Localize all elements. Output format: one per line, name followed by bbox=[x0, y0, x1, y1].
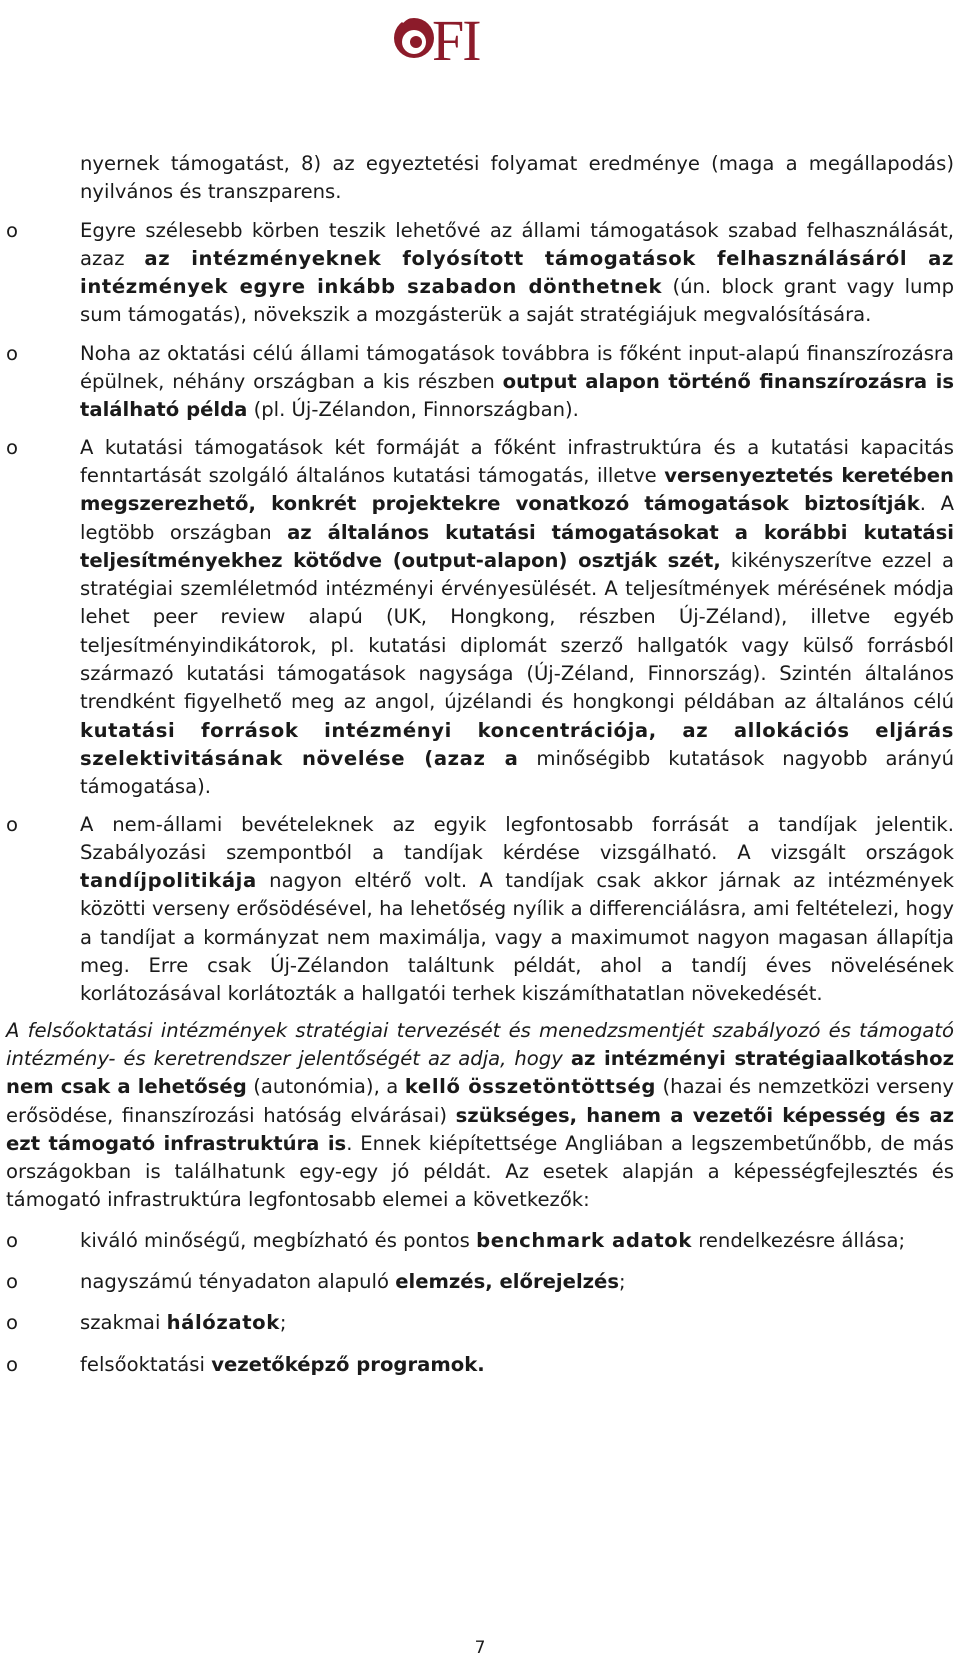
ofi-logo bbox=[392, 4, 524, 68]
logo-text: FI bbox=[432, 8, 480, 68]
list-item: o nagyszámú tényadaton alapuló elemzés, előrejelzés; bbox=[6, 1268, 954, 1296]
document-body bbox=[6, 150, 954, 1379]
bullet-item: o A nem-állami bevételeknek az egyik legfontosabb forrását a tandíjak jelentik. Szabályozási szempontból a tandíjak kérdése vizsgálható. A vizsgált országok tandíjpolitikája nagyon eltérő volt. A tandíjak csak akkor járnak az intézmények közötti verseny erősödésével, ha lehetőség nyílik a differenciálásra, ami feltételezi, hogy a tandíjat a kormányzat nem maximálja, vagy a maximumot nagyon magasan állapítja meg. Erre csak Új-Zélandon találtunk példát, ahol a tandíj éves növelésének korlátozásával korlátozták a hallgatói terhek kiszámíthatatlan növekedését. bbox=[6, 812, 954, 1006]
list-item: o szakmai hálózatok; bbox=[6, 1309, 954, 1337]
bullet-item: o Egyre szélesebb körben teszik lehetővé az állami támogatások szabad felhasználását, azaz az intézményeknek folyósított támogatások felhasználásáról az intézmények egyre inkább szabadon dönthetnek (ún. block grant vagy lump sum támogatás), növekszik a mozgásterük a saját stratégiájuk megvalósítására. bbox=[6, 218, 955, 327]
bullet-item: o Noha az oktatási célú állami támogatások továbbra is főként input-alapú finanszírozásra épülnek, néhány országban a kis részben output alapon történő finanszírozásra is található példa (pl. Új-Zélandon, Finnországban). bbox=[6, 341, 954, 422]
bullet-marker: o bbox=[6, 435, 18, 459]
bullet-marker: o bbox=[6, 812, 18, 836]
continuation-paragraph: nyernek támogatást, 8) az egyeztetési folyamat eredménye (maga a megállapodás) nyilvános és transzparens. bbox=[80, 152, 954, 204]
list-item: o kiváló minőségű, megbízható és pontos benchmark adatok rendelkezésre állása; bbox=[6, 1227, 954, 1255]
page-number: 7 bbox=[474, 1638, 486, 1658]
list-item: o felsőoktatási vezetőképző programok. bbox=[6, 1351, 954, 1379]
bullet-marker: o bbox=[6, 1228, 18, 1252]
logo-swirl-icon bbox=[394, 15, 434, 58]
bullet-item: o A kutatási támogatások két formáját a főként infrastruktúra és a kutatási kapacitás fenntartását szolgáló általános kutatási támogatás, illetve versenyeztetés keretében megszerezhető, konkrét projektekre vonatkozó támogatások biztosítják. A legtöbb országban az általános kutatási támogatásokat a korábbi kutatási teljesítményekhez kötődve (output-alapon) osztják szét, kikényszerítve ezzel a stratégiai szemléletmód intézményi érvényesülését. A teljesítmények mérésének módja lehet peer review alapú (UK, Hongkong, részben Új-Zéland), illetve egyéb teljesítményindikátorok, pl. kutatási diplomát szerző hallgatók vagy külső forrásból származó kutatási támogatások nagysága (Új-Zéland, Finnország). Szintén általános trendként figyelhető meg az angol, újzélandi és hongkongi példában az általános célú kutatási források intézményi koncentrációja, az allokációs eljárás szelektivitásának növelése (azaz a minőségibb kutatások nagyobb arányú támogatása). bbox=[6, 435, 955, 799]
bullet-marker: o bbox=[6, 1269, 18, 1293]
bullet-marker: o bbox=[6, 1352, 18, 1376]
bullet-marker: o bbox=[6, 341, 18, 365]
bullet-marker: o bbox=[6, 218, 18, 242]
bullet-marker: o bbox=[6, 1311, 18, 1335]
body-paragraph: A felsőoktatási intézmények stratégiai tervezését és menedzsmentjét szabályozó és támogató intézmény- és keretrendszer jelentőségét az adja, hogy az intézményi stratégiaalkotáshoz nem csak a lehetőség (autonómia), a kellő összetöntöttség (hazai és nemzetközi verseny erősödése, finanszírozási hatóság elvárásai) szükséges, hanem a vezetői képesség és az ezt támogató infrastruktúra is. Ennek kiépítettsége Angliában a legszembetűnőbb, de más országokban is találhatunk egy-egy jó példát. Az esetek alapján a képességfejlesztés és támogató infrastruktúra legfontosabb elemei a következők: bbox=[6, 1018, 955, 1212]
